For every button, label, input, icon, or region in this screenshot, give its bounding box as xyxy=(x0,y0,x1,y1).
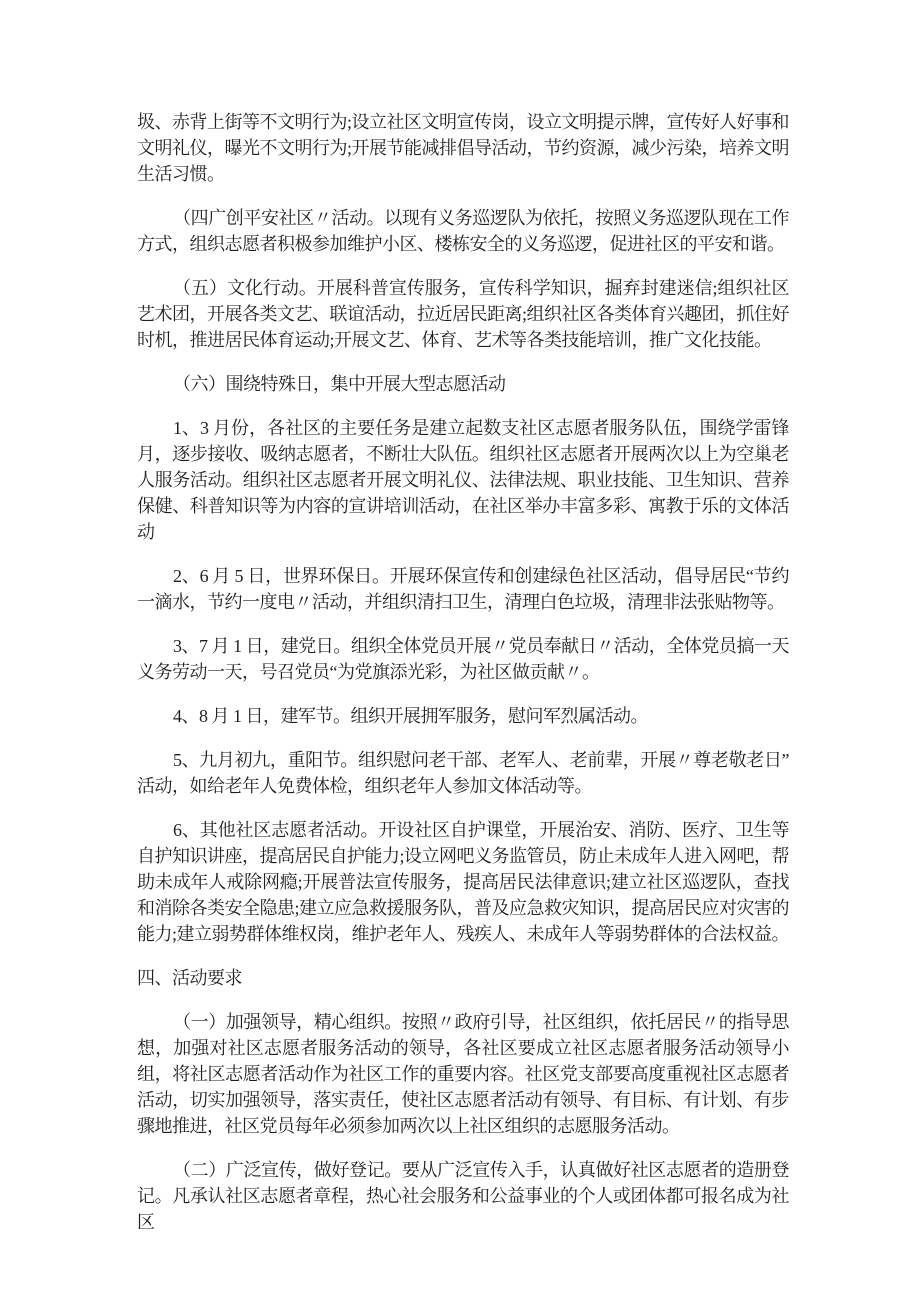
paragraph-section-6-heading: （六）围绕特殊日，集中开展大型志愿活动 xyxy=(173,374,506,394)
paragraph-continuation: 圾、赤背上街等不文明行为;设立社区文明宣传岗，设立文明提示牌，宣传好人好事和文明礼仪，曝光不文明行为;开展节能减排倡导活动，节约资源，减少污染，培养文明生活习惯。 xyxy=(137,112,789,184)
paragraph-item-1-march: 1、3 月份，各社区的主要任务是建立起数支社区志愿者服务队伍，围绕学雷锋月，逐步接收、吸纳志愿者，不断壮大队伍。组织社区志愿者开展两次以上为空巢老人服务活动。组织社区志愿者开展文明礼仪、法律法规、职业技能、卫生知识、营养保健、科普知识等为内容的宣讲培训活动，在社区举办丰富多彩、寓教于乐的文体活动 xyxy=(137,418,789,542)
paragraph-item-3-july1: 3、7 月 1 日，建党日。组织全体党员开展〃党员奉献日〃活动，全体党员搞一天义务劳动一天，号召党员“为党旗添光彩，为社区做贡献〃。 xyxy=(137,636,789,682)
heading-activity-requirements: 四、活动要求 xyxy=(137,968,242,988)
paragraph-section-5-culture: （五）文化行动。开展科普宣传服务，宣传科学知识，掘弃封建迷信;组织社区艺术团，开展各类文艺、联谊活动，拉近居民距离;组织社区各类体育兴趣团，抓住好时机，推进居民体育运动;开展文艺、体育、艺术等各类技能培训，推广文化技能。 xyxy=(137,278,789,350)
paragraph-item-5-chongyang: 5、九月初九，重阳节。组织慰问老干部、老军人、老前辈，开展〃尊老敬老日”活动，如给老年人免费体检，组织老年人参加文体活动等。 xyxy=(137,750,789,796)
paragraph-requirement-2-publicity: （二）广泛宣传，做好登记。要从广泛宣传入手，认真做好社区志愿者的造册登记。凡承认社区志愿者章程，热心社会服务和公益事业的个人或团体都可报名成为社区 xyxy=(137,1160,789,1232)
paragraph-item-2-june5: 2、6 月 5 日，世界环保日。开展环保宣传和创建绿色社区活动，倡导居民“节约一滴水，节约一度电〃活动，并组织清扫卫生，清理白色垃圾，清理非法张贴物等。 xyxy=(137,566,789,612)
paragraph-item-4-aug1: 4、8 月 1 日，建军节。组织开展拥军服务，慰问军烈属活动。 xyxy=(173,706,648,726)
paragraph-item-6-other: 6、其他社区志愿者活动。开设社区自护课堂，开展治安、消防、医疗、卫生等自护知识讲座，提高居民自护能力;设立网吧义务监管员，防止未成年人进入网吧，帮助未成年人戒除网瘾;开展普法宣传服务，提高居民法律意识;建立社区巡逻队，查找和消除各类安全隐患;建立应急救援服务队，普及应急救灾知识，提高居民应对灾害的能力;建立弱势群体维权岗，维护老年人、残疾人、未成年人等弱势群体的合法权益。 xyxy=(137,820,789,944)
paragraph-section-4-safety: （四广创平安社区〃活动。以现有义务巡逻队为依托，按照义务巡逻队现在工作方式，组织志愿者积极参加维护小区、楼栋安全的义务巡逻，促进社区的平安和谐。 xyxy=(137,208,789,254)
paragraph-requirement-1-leading: （一）加强领导，精心组织。按照〃政府引导，社区组织，依托居民〃的指导思想，加强对社区志愿者服务活动的领导，各社区要成立社区志愿者服务活动领导小组，将社区志愿者活动作为社区工作的重要内容。社区党支部要高度重视社区志愿者活动，切实加强领导，落实责任，使社区志愿者活动有领导、有目标、有计划、有步骤地推进，社区党员每年必须参加两次以上社区组织的志愿服务活动。 xyxy=(137,1012,789,1136)
